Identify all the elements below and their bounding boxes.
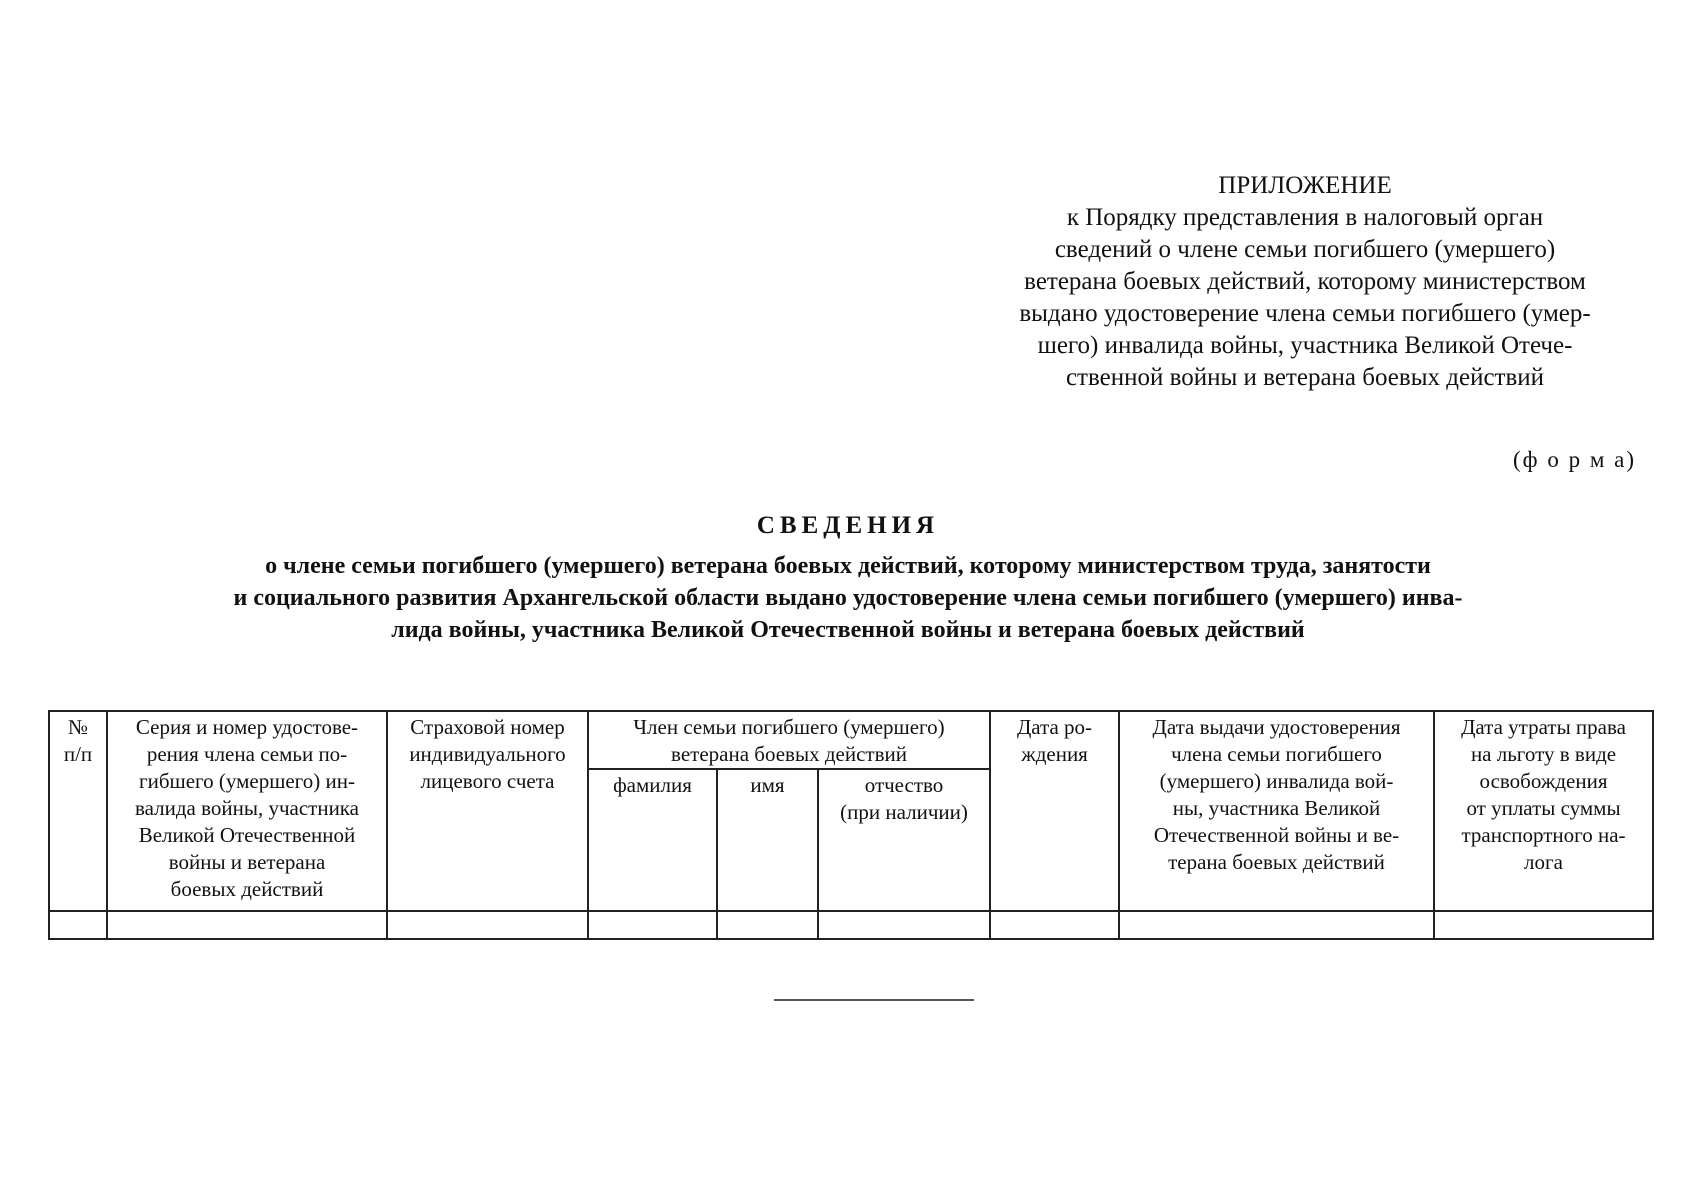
header-birthdate: Дата ро- ждения [990, 711, 1119, 911]
appendix-line: к Порядку представления в налоговый орган [1066, 204, 1544, 231]
table-row [49, 911, 1653, 939]
table-cell [818, 911, 990, 939]
header-certificate: Серия и номер удостове- рения члена семьи по- гибшего (умершего) ин- валида войны, участника Великой Отечественной войны и ветерана боевых действий [107, 711, 387, 911]
form-note: (ф о р м а) [1513, 447, 1636, 472]
closing-divider [774, 999, 974, 1001]
header-row [49, 711, 1653, 769]
header-firstname: имя [717, 769, 818, 911]
table-cell [1434, 911, 1653, 939]
table-cell [49, 911, 107, 939]
appendix-line: выдано удостоверение члена семьи погибшего (умер- [1019, 300, 1591, 327]
appendix-line: шего) инвалида войны, участника Великой Отече- [1037, 332, 1573, 359]
table-cell [1119, 911, 1434, 939]
header-loss-date: Дата утраты права на льготу в виде освобождения от уплаты суммы транспортного на- лога [1434, 711, 1653, 911]
table-cell [588, 911, 717, 939]
table-cell [387, 911, 588, 939]
appendix-line: ственной войны и ветерана боевых действий [1065, 364, 1545, 391]
appendix-line: ветерана боевых действий, которому министерством [1024, 268, 1586, 295]
header-family-member: Член семьи погибшего (умершего) ветерана боевых действий [588, 711, 990, 769]
table-cell [990, 911, 1119, 939]
header-patronymic: отчество (при наличии) [818, 769, 990, 911]
subtitle-line: лида войны, участника Великой Отечественной войны и ветерана боевых действий [391, 617, 1305, 643]
header-lastname: фамилия [588, 769, 717, 911]
appendix-block [960, 170, 1650, 394]
document-subtitle [100, 550, 1596, 646]
table-cell [107, 911, 387, 939]
data-table [48, 710, 1654, 940]
subtitle-line: и социального развития Архангельской области выдано удостоверение члена семьи погибшего (умершего) инва- [233, 585, 1463, 611]
subtitle-line: о члене семьи погибшего (умершего) ветерана боевых действий, которому министерством труда, занятости [265, 553, 1431, 579]
table-cell [717, 911, 818, 939]
appendix-heading: ПРИЛОЖЕНИЕ [1218, 172, 1392, 199]
header-issue-date: Дата выдачи удостоверения члена семьи погибшего (умершего) инвалида вой- ны, участника Великой Отечественной войны и ве- терана боевых действий [1119, 711, 1434, 911]
header-snils: Страховой номер индивидуального лицевого счета [387, 711, 588, 911]
header-num: № п/п [49, 711, 107, 911]
document-title: СВЕДЕНИЯ [756, 512, 940, 539]
appendix-line: сведений о члене семьи погибшего (умершего) [1054, 236, 1556, 263]
